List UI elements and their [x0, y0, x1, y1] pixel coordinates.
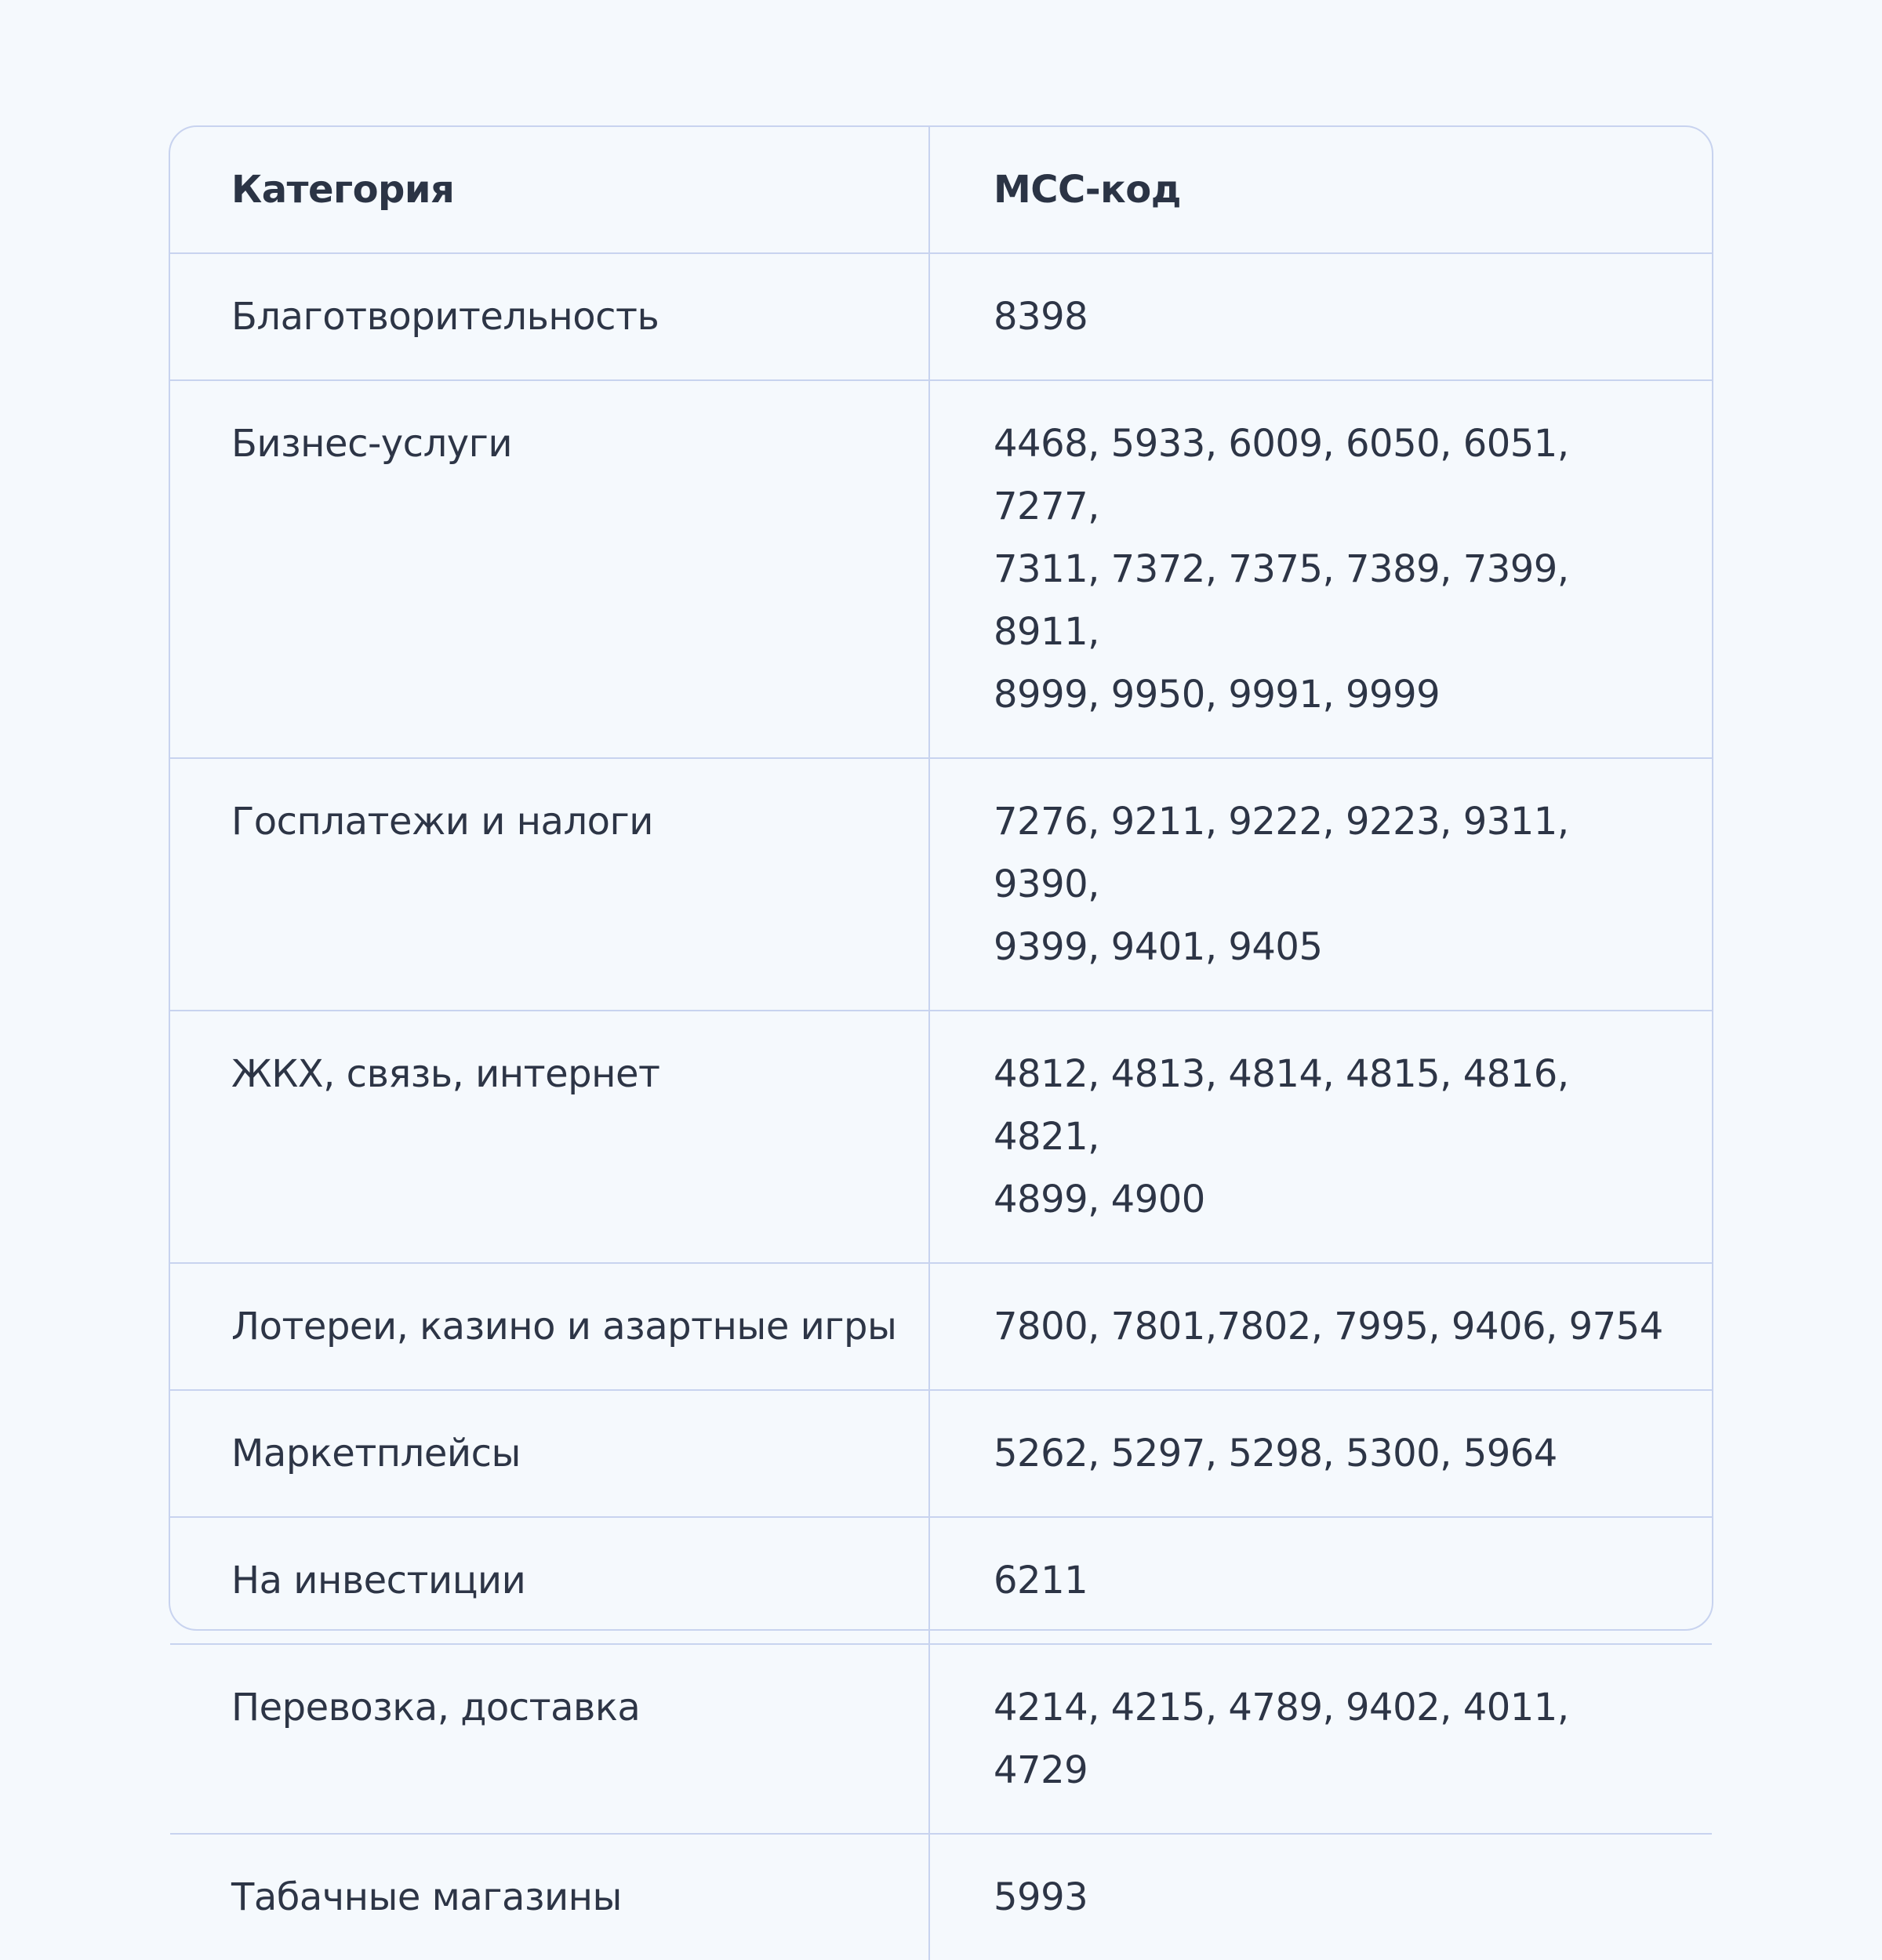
category-cell: На инвестиции: [170, 1517, 929, 1644]
table-row: [170, 1644, 1712, 1834]
mcc-codes-cell: 7276, 9211, 9222, 9223, 9311, 9390, 9399, 9401, 9405: [929, 758, 1712, 1011]
table-row: [170, 1517, 1712, 1644]
table-row: [170, 1834, 1712, 1960]
table-row: [170, 1390, 1712, 1517]
mcc-codes-cell: 5262, 5297, 5298, 5300, 5964: [929, 1390, 1712, 1517]
category-cell: Табачные магазины: [170, 1834, 929, 1960]
mcc-codes-cell: 4468, 5933, 6009, 6050, 6051, 7277, 7311, 7372, 7375, 7389, 7399, 8911, 8999, 9950, 9991, 9999: [929, 380, 1712, 758]
table-row: [170, 1263, 1712, 1390]
category-cell: ЖКХ, связь, интернет: [170, 1011, 929, 1263]
mcc-table: [170, 127, 1712, 1960]
mcc-codes-cell: 7800, 7801,7802, 7995, 9406, 9754: [929, 1263, 1712, 1390]
table-row: [170, 1011, 1712, 1263]
table-row: [170, 253, 1712, 380]
column-header-mcc-code: МСС-код: [929, 127, 1712, 253]
table-row: [170, 380, 1712, 758]
table-header-row: [170, 127, 1712, 253]
category-cell: Благотворительность: [170, 253, 929, 380]
mcc-codes-cell: 6211: [929, 1517, 1712, 1644]
table-row: [170, 758, 1712, 1011]
mcc-codes-cell: 8398: [929, 253, 1712, 380]
mcc-codes-cell: 5993: [994, 1875, 1088, 1919]
column-header-category: Категория: [170, 127, 929, 253]
category-cell: Лотереи, казино и азартные игры: [170, 1263, 929, 1390]
mcc-codes-cell: 4214, 4215, 4789, 9402, 4011, 4729: [929, 1644, 1712, 1834]
category-cell: Перевозка, доставка: [170, 1644, 929, 1834]
category-cell: Маркетплейсы: [170, 1390, 929, 1517]
category-cell: Бизнес-услуги: [170, 380, 929, 758]
category-cell: Госплатежи и налоги: [170, 758, 929, 1011]
mcc-table-card: [169, 125, 1713, 1919]
mcc-codes-cell: 4812, 4813, 4814, 4815, 4816, 4821, 4899, 4900: [929, 1011, 1712, 1263]
